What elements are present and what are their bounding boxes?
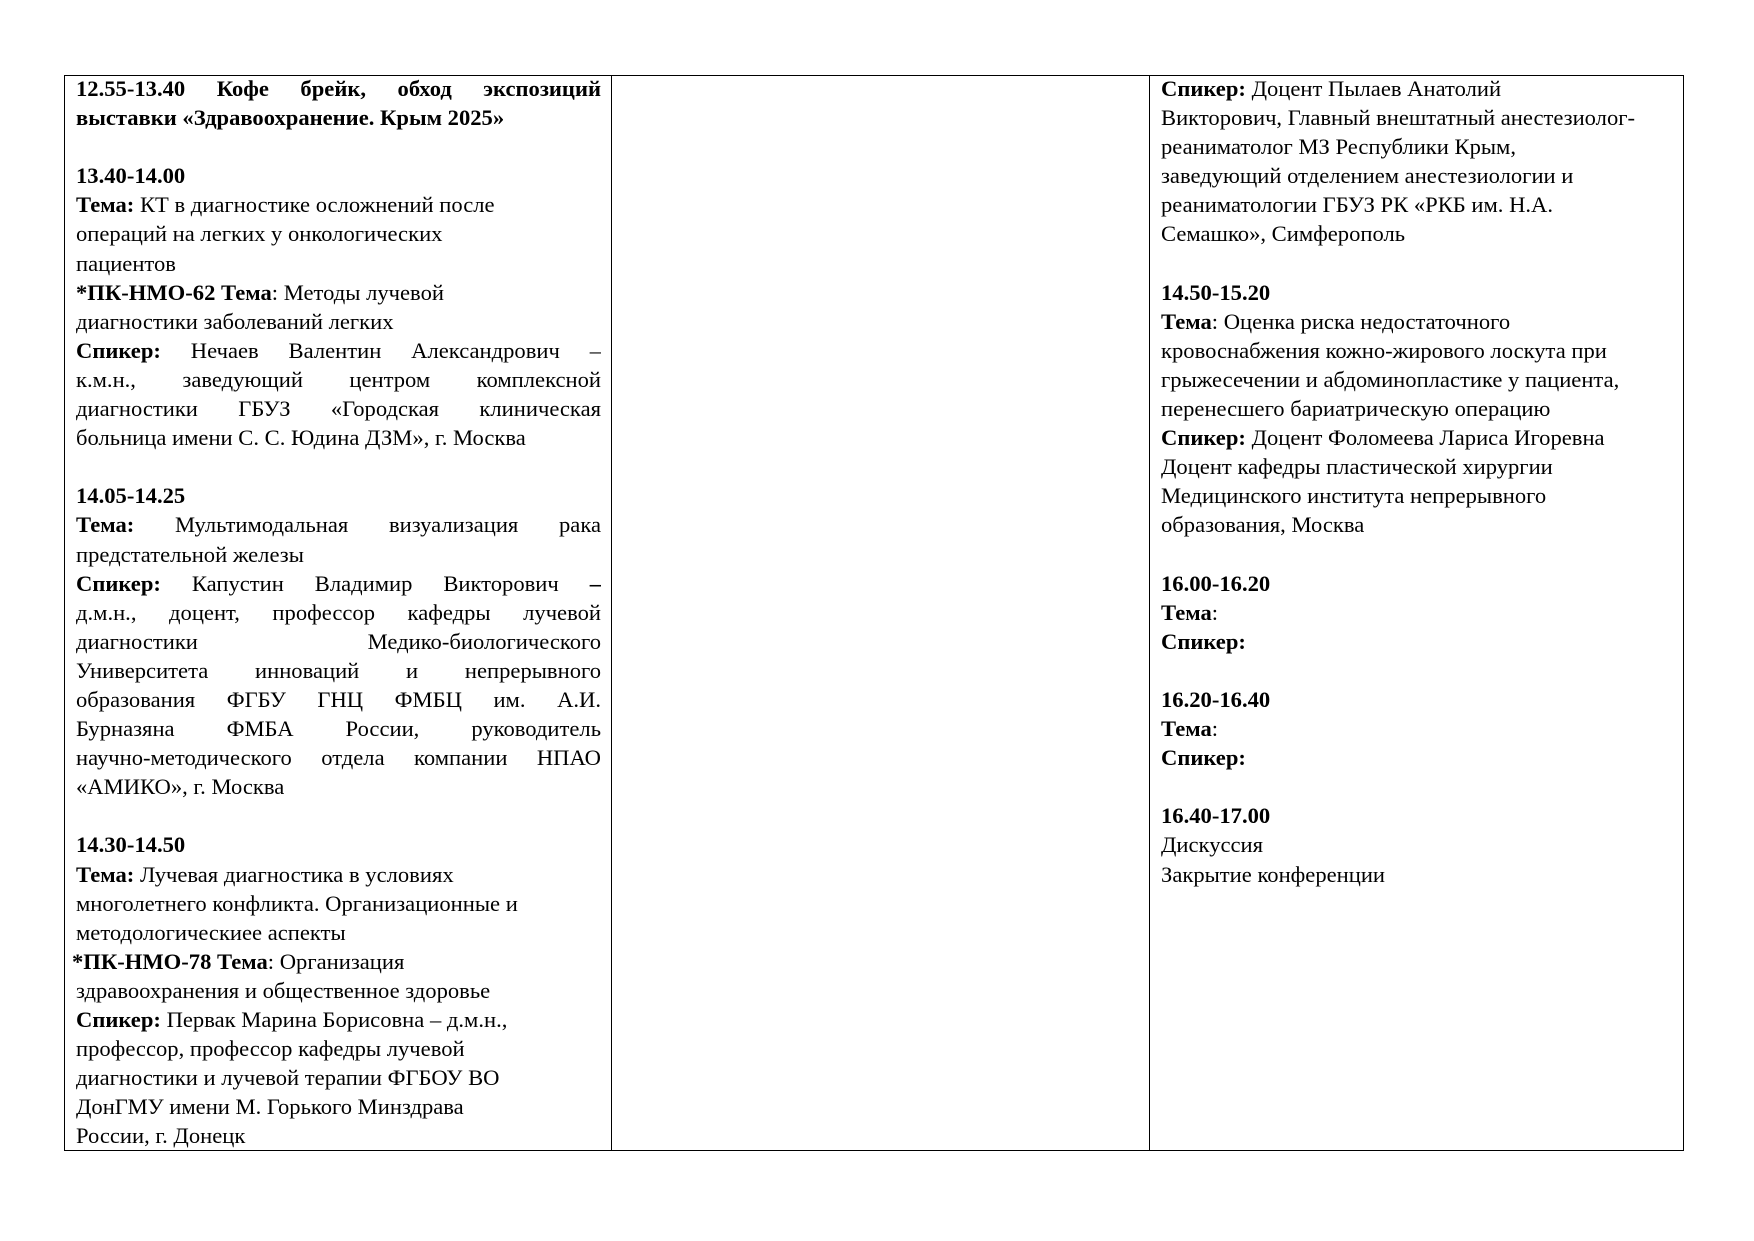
speaker-line: Медицинского института непрерывного xyxy=(1161,483,1547,509)
session-time: 14.50-15.20 xyxy=(1161,279,1271,305)
session-time: 16.00-16.20 xyxy=(1161,570,1271,596)
topic-line: Тема: КТ в диагностике осложнений после xyxy=(76,192,495,218)
speaker-line: Спикер: Доцент Пылаев Анатолий xyxy=(1161,76,1502,101)
session-time: 13.40-14.00 xyxy=(76,163,186,189)
column-divider-2 xyxy=(1149,76,1150,1150)
discussion-line: Дискуссия xyxy=(1161,832,1264,858)
speaker-line: Семашко», Симферополь xyxy=(1161,221,1406,247)
column-divider-1 xyxy=(611,76,612,1150)
pk-topic-line: диагностики заболеваний легких xyxy=(76,308,394,334)
topic-line: предстательной железы xyxy=(76,541,304,567)
speaker-line: к.м.н., заведующий центром комплексной xyxy=(76,366,601,392)
speaker-line: диагностики ГБУЗ «Городская клиническая xyxy=(76,396,601,422)
speaker-line: больница имени С. С. Юдина ДЗМ», г. Москва xyxy=(76,425,526,451)
pk-topic-line: здравоохранения и общественное здоровье xyxy=(76,977,491,1003)
speaker-line: Университета инноваций и непрерывного xyxy=(76,657,601,683)
middle-column-cell xyxy=(613,76,1147,1150)
speaker-line: научно-методического отдела компании НПАО xyxy=(76,745,601,771)
schedule-table xyxy=(64,75,1684,1151)
speaker-line: профессор, профессор кафедры лучевой xyxy=(76,1036,465,1062)
speaker-line: Спикер: Нечаев Валентин Александрович – xyxy=(76,337,601,363)
topic-line: грыжесечении и абдоминопластике у пациента, xyxy=(1161,366,1620,392)
speaker-line: Спикер: xyxy=(1161,745,1246,771)
speaker-line: реаниматолог МЗ Республики Крым, xyxy=(1161,134,1517,160)
speaker-line: Спикер: Капустин Владимир Викторович – xyxy=(76,570,601,596)
topic-line: Тема: Мультимодальная визуализация рака xyxy=(76,512,601,538)
topic-line: пациентов xyxy=(76,250,176,276)
speaker-line: России, г. Донецк xyxy=(76,1123,246,1149)
speaker-line: Доцент кафедры пластической хирургии xyxy=(1161,454,1553,480)
left-column-cell xyxy=(72,74,601,1150)
speaker-line: Спикер: Доцент Фоломеева Лариса Игоревна xyxy=(1161,425,1605,451)
closing-line: Закрытие конференции xyxy=(1161,861,1386,887)
speaker-line: Бурназяна ФМБА России, руководитель xyxy=(76,716,601,742)
speaker-line: «АМИКО», г. Москва xyxy=(76,774,285,800)
topic-line: многолетнего конфликта. Организационные и xyxy=(76,890,518,916)
topic-line: Тема: Лучевая диагностика в условиях xyxy=(76,861,454,887)
speaker-line: Викторович, Главный внештатный анестезиолог- xyxy=(1161,105,1636,131)
pk-topic-line: *ПК-НМО-62 Тема: Методы лучевой xyxy=(76,279,444,305)
right-column-cell xyxy=(1161,74,1679,889)
speaker-line: диагностики и лучевой терапии ФГБОУ ВО xyxy=(76,1065,500,1091)
speaker-line: образования, Москва xyxy=(1161,512,1365,538)
session-time: 16.20-16.40 xyxy=(1161,686,1271,712)
speaker-line: заведующий отделением анестезиологии и xyxy=(1161,163,1574,189)
topic-line: перенесшего бариатрическую операцию xyxy=(1161,396,1551,422)
speaker-line: д.м.н., доцент, профессор кафедры лучевой xyxy=(76,599,601,625)
topic-line: кровоснабжения кожно-жирового лоскута при xyxy=(1161,337,1607,363)
speaker-line: диагностики Медико-биологического xyxy=(76,628,601,654)
session-time: 16.40-17.00 xyxy=(1161,803,1271,829)
topic-line: операций на легких у онкологических xyxy=(76,221,443,247)
coffee-break-line-1: 12.55-13.40 Кофе брейк, обход экспозиций xyxy=(76,76,601,101)
speaker-line: ДонГМУ имени М. Горького Минздрава xyxy=(76,1094,464,1120)
session-time: 14.05-14.25 xyxy=(76,483,186,509)
speaker-line: реаниматологии ГБУЗ РК «РКБ им. Н.А. xyxy=(1161,192,1554,218)
topic-line: Тема: xyxy=(1161,716,1219,742)
topic-line: Тема: xyxy=(1161,599,1219,625)
speaker-line: Спикер: Первак Марина Борисовна – д.м.н., xyxy=(76,1007,508,1032)
session-time: 14.30-14.50 xyxy=(76,832,186,858)
topic-line: методологическиее аспекты xyxy=(76,919,346,945)
speaker-line: образования ФГБУ ГНЦ ФМБЦ им. А.И. xyxy=(76,686,601,712)
pk-topic-line: *ПК-НМО-78 Тема: Организация xyxy=(72,948,405,974)
topic-line: Тема: Оценка риска недостаточного xyxy=(1161,308,1511,334)
speaker-line: Спикер: xyxy=(1161,628,1246,654)
coffee-break-line-2: выставки «Здравоохранение. Крым 2025» xyxy=(76,105,505,131)
